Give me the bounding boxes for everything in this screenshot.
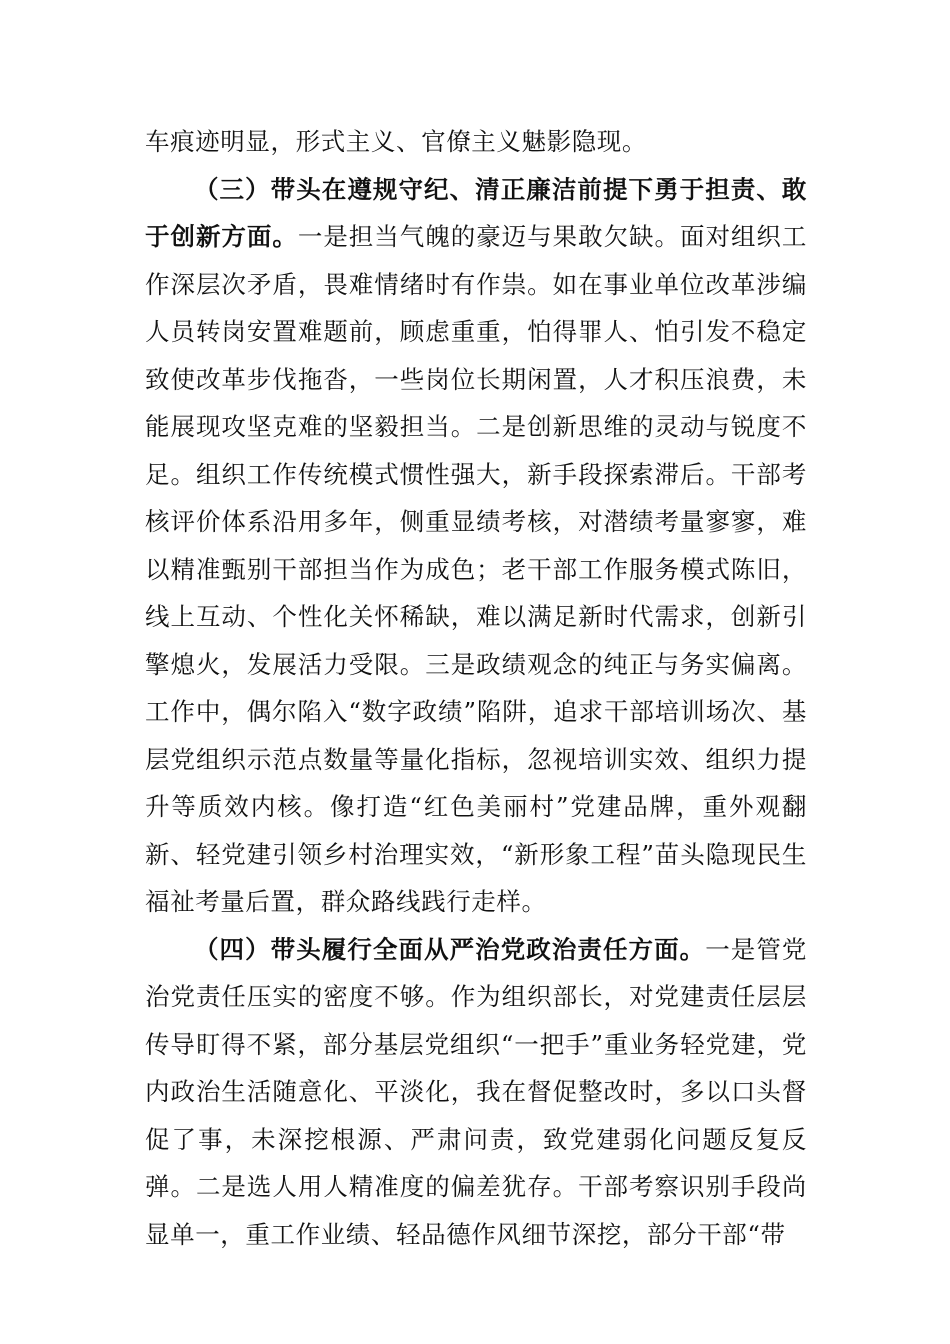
document-body xyxy=(145,118,807,1258)
section-3-body: 一是担当气魄的豪迈与果敢欠缺。面对组织工作深层次矛盾，畏难情绪时有作祟。如在事业单位改革涉编人员转岗安置难题前，顾虑重重，怕得罪人、怕引发不稳定致使改革步伐拖沓，一些岗位长期闲置，人才积压浪费，未能展现攻坚克难的坚毅担当。二是创新思维的灵动与锐度不足。组织工作传统模式惯性强大，新手段探索滞后。干部考核评价体系沿用多年，侧重显绩考核，对潜绩考量寥寥，难以精准甄别干部担当作为成色；老干部工作服务模式陈旧，线上互动、个性化关怀稀缺，难以满足新时代需求，创新引擎熄火，发展活力受限。三是政绩观念的纯正与务实偏离。工作中，偶尔陷入“数字政绩”陷阱，追求干部培训场次、基层党组织示范点数量等量化指标，忽视培训实效、组织力提升等质效内核。像打造“红色美丽村”党建品牌，重外观翻新、轻党建引领乡村治理实效，“新形象工程”苗头隐现民生福祉考量后置，群众路线践行走样。 xyxy=(145,222,807,916)
paragraph-continuation xyxy=(145,118,807,166)
paragraph-section-4 xyxy=(145,926,807,1259)
section-4-heading: （四）带头履行全面从严治党政治责任方面。 xyxy=(194,934,706,964)
paragraph-body: 车痕迹明显，形式主义、官僚主义魅影隐现。 xyxy=(145,127,647,156)
paragraph-section-3 xyxy=(145,166,807,926)
section-3-heading: （三）带头在遵规守纪、清正廉洁前提下勇于担责、敢于创新方面。 xyxy=(145,174,807,251)
section-4-body: 一是管党治党责任压实的密度不够。作为组织部长，对党建责任层层传导盯得不紧，部分基层党组织“一把手”重业务轻党建，党内政治生活随意化、平淡化，我在督促整改时，多以口头督促了事，未深挖根源、严肃问责，致党建弱化问题反复反弹。二是选人用人精准度的偏差犹存。干部考察识别手段尚显单一，重工作业绩、轻品德作风细节深挖，部分干部“带 xyxy=(145,934,808,1249)
